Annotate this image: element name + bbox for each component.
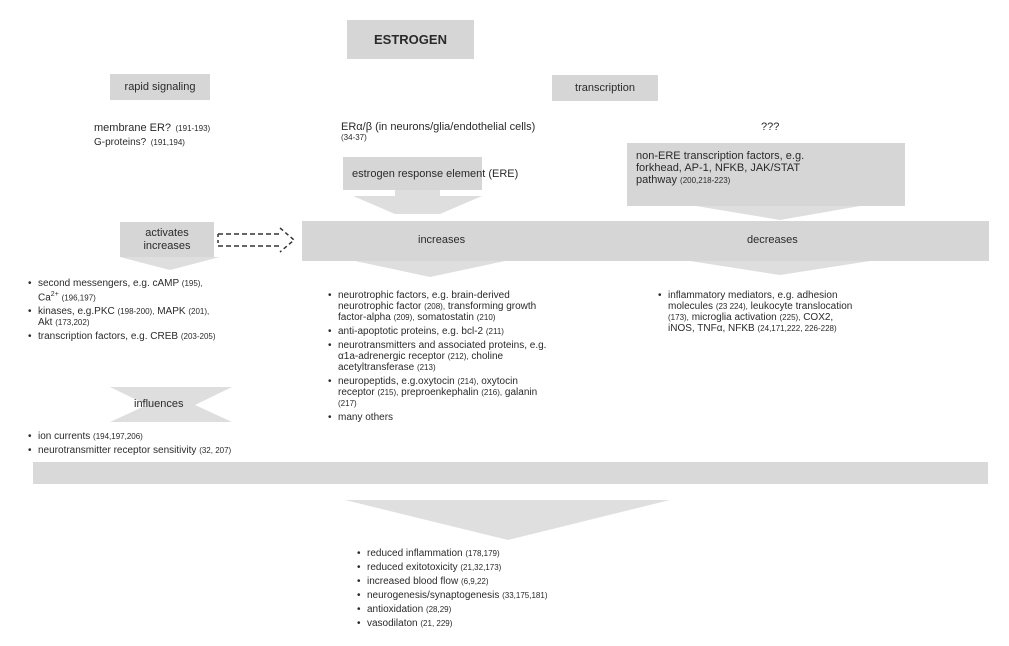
- outcome-text: antioxidation: [367, 604, 424, 615]
- preproenkephalin-text: preproenkephalin: [401, 387, 479, 398]
- receptor-sensitivity-ref: (32, 207): [199, 446, 232, 455]
- ere-box: [343, 157, 519, 190]
- non-ere-box: [627, 143, 905, 206]
- inflammatory-line-4: iNOS, TNFα, NFKB: [668, 323, 755, 334]
- mapk-ref: (201),: [188, 307, 210, 317]
- membrane-er-ref: (191-193): [175, 124, 211, 133]
- ion-currents-text: ion currents: [38, 431, 91, 442]
- activates-label: activates: [145, 226, 189, 239]
- neuropeptides-line-1b: oxytocin: [481, 376, 518, 387]
- calcium-ref: (196,197): [61, 293, 96, 303]
- calcium-superscript: 2+: [50, 291, 59, 298]
- anti-apoptotic-ref: (211): [485, 327, 504, 336]
- neurotrophic-line-1: neurotrophic factors, e.g. brain-derived: [338, 290, 510, 301]
- bottom-banner: [33, 462, 988, 484]
- calcium-text: Ca: [38, 292, 51, 304]
- decreases-down-arrow: [690, 261, 870, 275]
- list-item: [658, 290, 948, 334]
- membrane-er-text: membrane ER?: [94, 122, 172, 134]
- g-proteins-ref: (191,194): [150, 138, 185, 147]
- somatostatin-text: somatostatin: [417, 312, 474, 323]
- increases-down-arrow: [355, 261, 505, 277]
- neuropeptides-line-2: receptor: [338, 387, 375, 398]
- list-item: [357, 576, 687, 587]
- rapid-signaling-box: [110, 74, 210, 100]
- outcome-text: increased blood flow: [367, 576, 459, 587]
- galanin-text: galanin: [504, 387, 538, 398]
- outcome-ref: (33,175,181): [502, 591, 548, 600]
- outcome-text: vasodilaton: [367, 618, 418, 629]
- list-item: [328, 376, 628, 409]
- non-ere-line-2: forkhead, AP-1, NFKB, JAK/STAT: [636, 162, 801, 174]
- receptor-sensitivity-text: neurotransmitter receptor sensitivity: [38, 445, 197, 456]
- estrogen-box: [347, 20, 474, 59]
- transcription-label: transcription: [575, 82, 635, 94]
- inflammatory-ref-1: (23 224),: [715, 302, 748, 311]
- outcome-ref: (21, 229): [420, 619, 453, 628]
- ion-currents-ref: (194,197,206): [93, 432, 143, 441]
- neurotransmitters-ref-1: (212),: [447, 352, 469, 361]
- outcomes-list: [357, 548, 687, 632]
- decreases-label: decreases: [747, 234, 798, 246]
- preproenkephalin-ref: (216),: [481, 388, 503, 397]
- second-messengers-text: second messengers, e.g. cAMP: [38, 278, 179, 289]
- neurotrophic-line-2: neurotrophic factor: [338, 301, 422, 312]
- list-item: [357, 562, 687, 573]
- transcription-factors-ref: (203-205): [180, 332, 216, 342]
- list-item: [28, 306, 298, 328]
- cox2-text: COX2,: [803, 312, 834, 323]
- increases-list: [328, 290, 628, 426]
- outcome-ref: (6,9,22): [460, 577, 489, 586]
- list-item: [28, 431, 318, 442]
- g-proteins-text: G-proteins?: [94, 137, 147, 148]
- transcription-box: [552, 75, 658, 101]
- list-item: [328, 412, 628, 423]
- neurotransmitters-line-2b: choline: [471, 351, 504, 362]
- outcome-text: neurogenesis/synaptogenesis: [367, 590, 500, 601]
- decreases-list: [658, 290, 948, 337]
- increases-label: increases: [418, 234, 466, 246]
- rapid-effects-list: [28, 278, 298, 345]
- ere-down-arrow: [353, 190, 482, 214]
- kinases-ref: (198-200),: [117, 307, 155, 317]
- ere-label: estrogen response element (ERE): [352, 167, 519, 180]
- non-ere-ref: (200,218-223): [680, 176, 731, 185]
- neuropeptides-ref-2: (215),: [377, 388, 399, 397]
- mapk-text: MAPK: [157, 306, 186, 318]
- somatostatin-ref: (210): [476, 313, 496, 322]
- nonere-down-arrow: [696, 206, 860, 220]
- rapid-receptors: [94, 121, 294, 149]
- list-item: [357, 618, 687, 629]
- er-ref: (34-37): [341, 133, 367, 142]
- activates-box: [120, 222, 214, 257]
- many-others-text: many others: [338, 412, 394, 423]
- list-item: [28, 278, 298, 303]
- neurotrophic-line-3: factor-alpha: [338, 312, 391, 323]
- transcription-factors-text: transcription factors, e.g. CREB: [38, 331, 179, 343]
- neurotransmitters-line-3: acetyltransferase: [338, 362, 415, 373]
- outcome-ref: (21,32,173): [460, 563, 502, 572]
- neurotrophic-line-2b: transforming growth: [447, 301, 537, 312]
- non-ere-line-1: non-ERE transcription factors, e.g.: [636, 150, 805, 162]
- effects-banner: [302, 221, 989, 261]
- kinases-text: kinases, e.g.PKC: [38, 306, 115, 318]
- influences-list: [28, 431, 318, 459]
- neurotransmitters-ref-2: (213): [416, 363, 436, 372]
- neurotransmitters-line-2: α1a-adrenergic receptor: [338, 351, 445, 362]
- neuropeptides-ref-1: (214),: [457, 377, 479, 386]
- unknown-mechanism: ???: [761, 121, 780, 133]
- estrogen-title: ESTROGEN: [374, 32, 447, 47]
- akt-text: Akt: [38, 317, 53, 329]
- list-item: [328, 290, 628, 323]
- er-text: ERα/β (in neurons/glia/endothelial cells): [341, 121, 536, 133]
- rapid-signaling-label: rapid signaling: [124, 81, 196, 93]
- neurotrophic-ref-2: (209),: [393, 313, 415, 322]
- microglia-ref: (225),: [779, 313, 801, 322]
- neurotransmitters-line-1: neurotransmitters and associated proteins, e.g.: [338, 340, 547, 351]
- neuropeptides-line-1: neuropeptids, e.g.oxytocin: [338, 376, 455, 387]
- dashed-right-arrow: [218, 228, 294, 252]
- list-item: [28, 331, 298, 342]
- influences-label: influences: [134, 398, 184, 410]
- non-ere-line-3: pathway: [636, 174, 677, 186]
- second-messengers-ref: (195),: [181, 279, 203, 288]
- list-item: [328, 326, 628, 337]
- microglia-text: microglia activation: [691, 312, 777, 323]
- outcomes-down-arrow: [345, 500, 670, 540]
- activates-increases-label: increases: [143, 239, 191, 252]
- outcome-ref: (28,29): [425, 605, 452, 614]
- galanin-ref: (217): [338, 399, 357, 408]
- akt-ref: (173,202): [55, 318, 90, 328]
- er-receptors: [341, 121, 631, 142]
- list-item: [357, 604, 687, 615]
- inflammatory-line-1: inflammatory mediators, e.g. adhesion: [668, 290, 838, 301]
- inflammatory-line-2: molecules: [668, 301, 714, 312]
- list-item: [28, 445, 318, 456]
- inflammatory-line-2b: leukocyte translocation: [750, 301, 853, 312]
- list-item: [328, 340, 628, 373]
- outcome-text: reduced exitotoxicity: [367, 562, 458, 573]
- inflammatory-ref-2: (173),: [668, 313, 689, 322]
- activates-down-arrow: [120, 257, 220, 270]
- list-item: [357, 590, 687, 601]
- inflammatory-ref-3: (24,171,222, 226-228): [757, 324, 837, 333]
- list-item: [357, 548, 687, 559]
- outcome-text: reduced inflammation: [367, 548, 463, 559]
- anti-apoptotic-text: anti-apoptotic proteins, e.g. bcl-2: [338, 326, 484, 337]
- neurotrophic-ref-1: (208),: [424, 302, 446, 311]
- outcome-ref: (178,179): [465, 549, 500, 558]
